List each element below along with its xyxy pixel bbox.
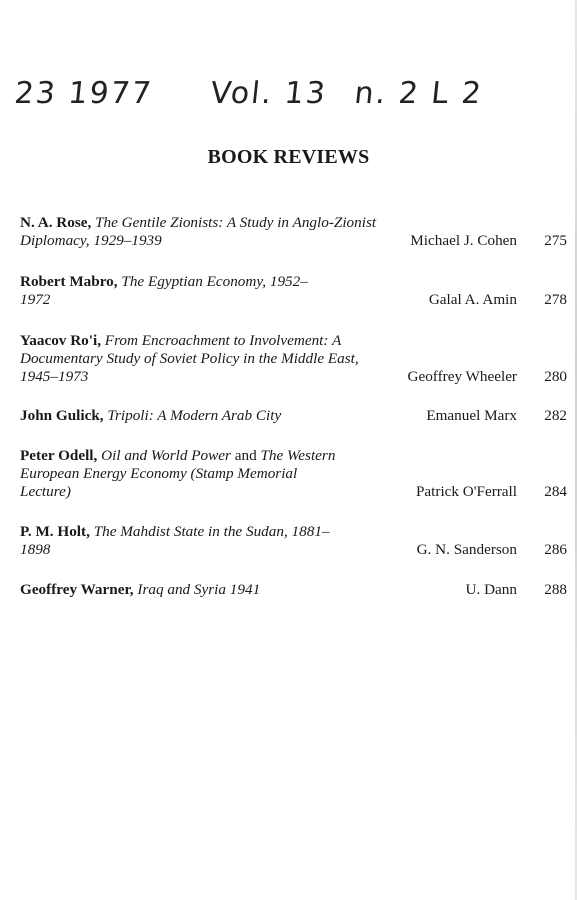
review-citation <box>20 447 350 501</box>
handwritten-volume: Vol. 13 <box>208 76 329 111</box>
title-conjunction: and <box>234 447 257 464</box>
page-number: 286 <box>544 541 567 558</box>
book-title: Tripoli: A Modern Arab City <box>107 407 282 424</box>
book-author: Yaacov Ro'i, <box>20 332 101 349</box>
review-entry <box>20 407 575 425</box>
book-author: Peter Odell, <box>20 447 98 464</box>
handwritten-annotation <box>11 76 556 124</box>
page-number: 288 <box>544 581 567 598</box>
reviewer-name: G. N. Sanderson <box>416 541 517 558</box>
book-title: The Mahdist State in the Sudan, 1881–1898 <box>20 523 330 558</box>
review-entry <box>20 581 575 599</box>
review-citation <box>20 214 385 250</box>
book-author: John Gulick, <box>20 407 104 424</box>
reviewer-name: Galal A. Amin <box>428 291 517 308</box>
review-entry <box>20 332 575 386</box>
reviewer-name: Geoffrey Wheeler <box>407 368 517 385</box>
book-title: The Egyptian Economy, 1952–1972 <box>20 273 308 308</box>
reviewer-name: Emanuel Marx <box>426 407 517 424</box>
book-author: N. A. Rose, <box>20 214 92 231</box>
review-citation <box>20 581 385 599</box>
page-title: BOOK REVIEWS <box>207 146 370 168</box>
book-title: The Gentile Zionists: A Study in Anglo-Zionist Diplomacy, 1929–1939 <box>20 214 377 249</box>
page-number: 282 <box>544 407 567 424</box>
reviewer-name: U. Dann <box>465 581 517 598</box>
page-number: 280 <box>544 368 567 385</box>
reviewer-name: Patrick O'Ferrall <box>415 483 517 500</box>
reviewer-name: Michael J. Cohen <box>410 232 517 249</box>
book-author: Robert Mabro, <box>20 273 118 290</box>
review-entry <box>20 523 575 559</box>
page-number: 278 <box>544 291 567 308</box>
handwritten-number: n. 2 L 2 <box>352 76 485 111</box>
book-title: From Encroachment to Involvement: A Documentary Study of Soviet Policy in the Middle East, 1945–1973 <box>20 332 359 385</box>
review-citation <box>20 332 385 386</box>
book-author: P. M. Holt, <box>20 523 90 540</box>
page-number: 275 <box>544 232 567 249</box>
review-citation <box>20 407 385 425</box>
book-title: Iraq and Syria 1941 <box>137 581 261 598</box>
book-title: Oil and World Power <box>101 447 231 464</box>
review-entry <box>20 447 575 501</box>
review-citation <box>20 523 355 559</box>
page-number: 284 <box>544 483 567 500</box>
book-author: Geoffrey Warner, <box>20 581 134 598</box>
review-citation <box>20 273 320 309</box>
review-entry <box>20 214 575 250</box>
book-title-second: The Western European Energy Economy (Stamp Memorial Lecture) <box>20 447 336 500</box>
review-entry <box>20 273 575 309</box>
handwritten-date: 23 1977 <box>12 76 155 111</box>
